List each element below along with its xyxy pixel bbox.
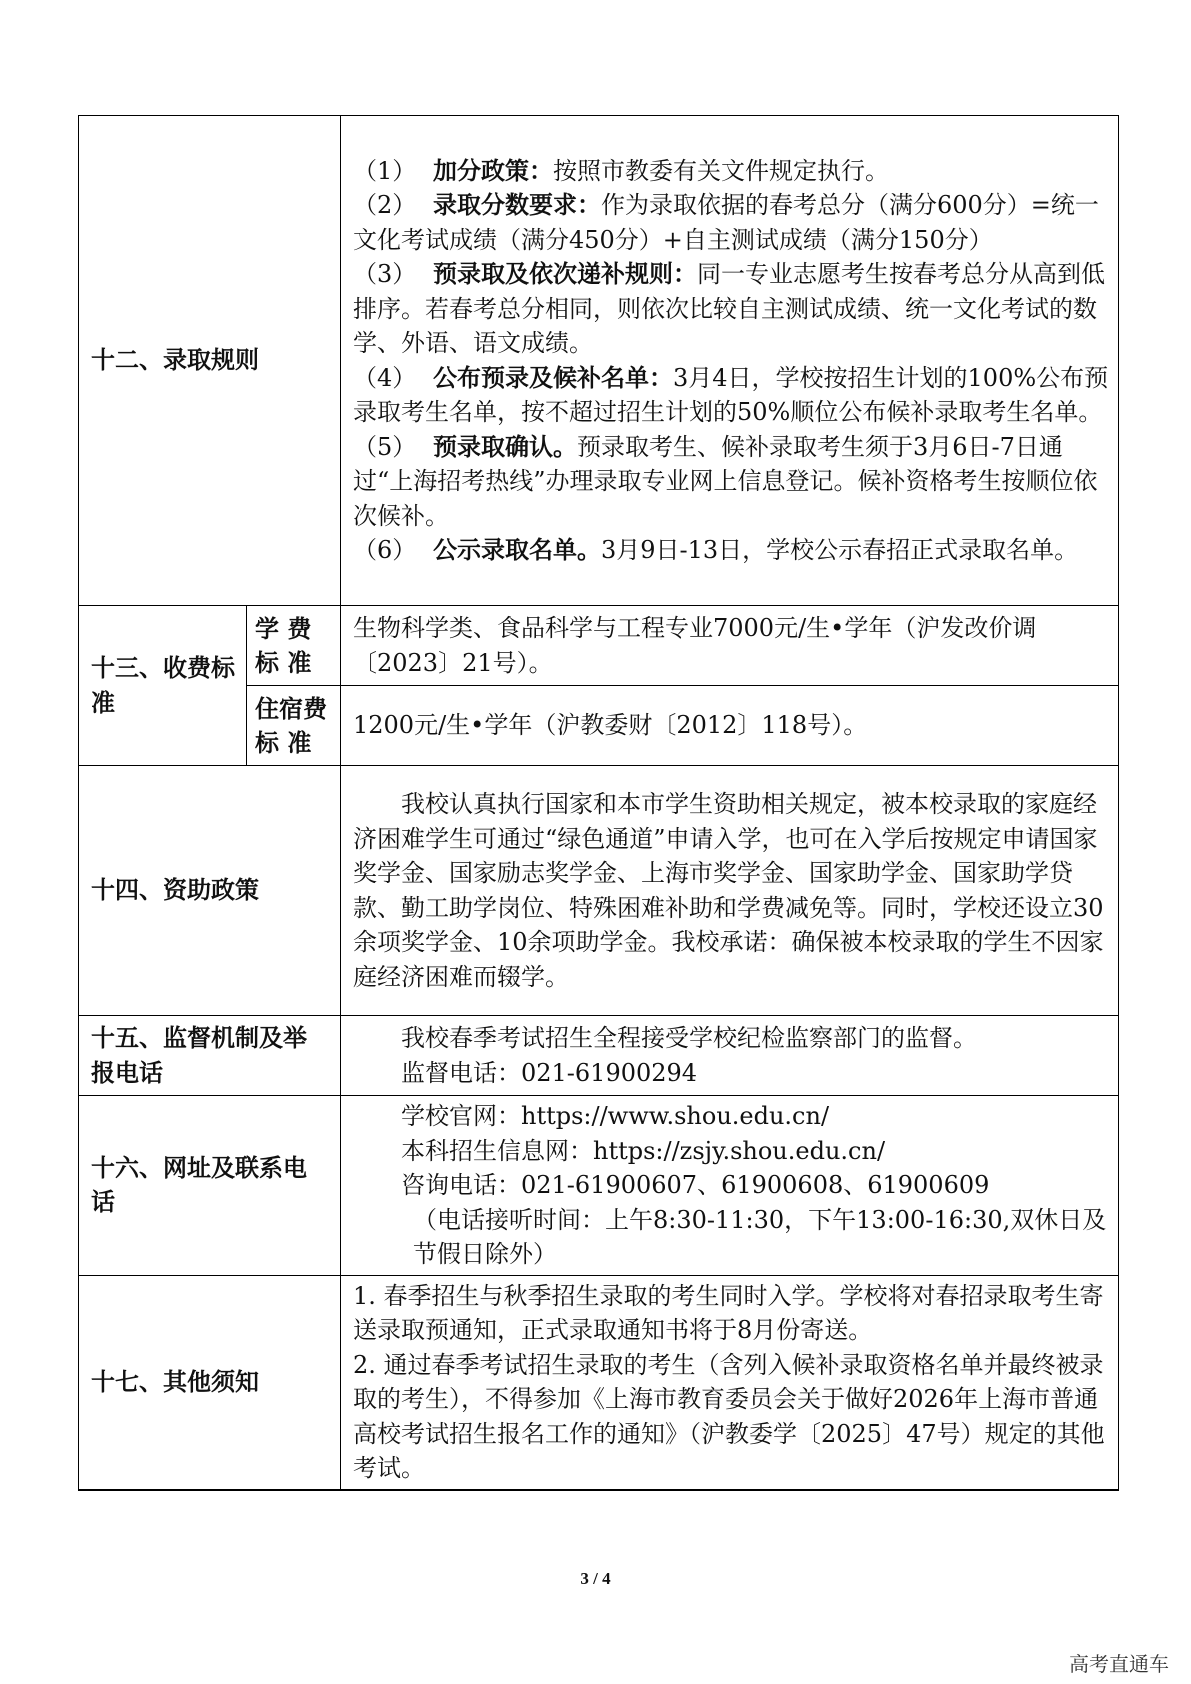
row-contact <box>79 1096 1119 1276</box>
tuition-text: 生物科学类、食品科学与工程专业7000元/生•学年（沪发改价调〔2023〕21号）。 <box>341 606 1119 686</box>
row-label: 十二、录取规则 <box>79 116 341 606</box>
consult-phone: 咨询电话：021-61900607、61900608、61900609 <box>401 1171 990 1199</box>
phone-hours: （电话接听时间：上午8:30-11:30，下午13:00-16:30,双休日及节假日除外） <box>413 1205 1107 1268</box>
row-supervision <box>79 1016 1119 1096</box>
school-website-link[interactable]: 学校官网：https://www.shou.edu.cn/ <box>401 1102 830 1130</box>
rule-item: （3） 预录取及依次递补规则：同一专业志愿考生按春考总分从高到低排序。若春考总分相同，则依次比较自主测试成绩、统一文化考试的数学、外语、语文成绩。 <box>353 259 1105 357</box>
admission-rules-content <box>341 116 1119 606</box>
supervision-phone: 监督电话：021-61900294 <box>401 1058 698 1087</box>
row-fee-tuition <box>79 606 1119 686</box>
dorm-label: 住宿费 标 准 <box>247 686 341 766</box>
note-item: 1. 春季招生与秋季招生录取的考生同时入学。学校将对春招录取考生寄送录取预通知，正式录取通知书将于8月份寄送。 <box>353 1281 1104 1344</box>
financial-aid-text: 我校认真执行国家和本市学生资助相关规定，被本校录取的家庭经济困难学生可通过“绿色通道”申请入学，也可在入学后按规定申请国家奖学金、国家励志奖学金、上海市奖学金、国家助学金、国家助学贷款、勤工助学岗位、特殊困难补助和学费减免等。同时，学校还设立30余项奖学金、10余项助学金。我校承诺：确保被本校录取的学生不因家庭经济困难而辍学。 <box>353 790 1104 991</box>
dorm-text: 1200元/生•学年（沪教委财〔2012〕118号）。 <box>341 686 1119 766</box>
page-number: 3 / 4 <box>580 1569 611 1588</box>
rule-item: （4） 公布预录及候补名单：3月4日，学校按招生计划的100%公布预录取考生名单，按不超过招生计划的50%顺位公布候补录取考生名单。 <box>353 362 1109 426</box>
rule-item: （2） 录取分数要求：作为录取依据的春考总分（满分600分）=统一文化考试成绩（满分450分）+自主测试成绩（满分150分） <box>353 190 1099 254</box>
row-label: 十四、资助政策 <box>79 766 341 1016</box>
row-label: 十七、其他须知 <box>79 1275 341 1490</box>
rule-item: （6） 公示录取名单。3月9日-13日，学校公示春招正式录取名单。 <box>353 535 1079 564</box>
note-item: 2. 通过春季考试招生录取的考生（含列入候补录取资格名单并最终被录取的考生），不得参加《上海市教育委员会关于做好2026年上海市普通高校考试招生报名工作的通知》（沪教委学〔2025〕47号）规定的其他考试。 <box>353 1350 1105 1482</box>
row-label: 十六、网址及联系电话 <box>79 1096 341 1276</box>
watermark: 高考直通车 <box>1069 1652 1169 1676</box>
supervision-text: 我校春季考试招生全程接受学校纪检监察部门的监督。 <box>401 1024 977 1052</box>
row-other-notes <box>79 1275 1119 1490</box>
tuition-label: 学 费 标 准 <box>247 606 341 686</box>
admission-website-link[interactable]: 本科招生信息网：https://zsjy.shou.edu.cn/ <box>401 1136 886 1165</box>
row-financial-aid <box>79 766 1119 1016</box>
admission-table <box>78 115 1119 1491</box>
row-label: 十五、监督机制及举报电话 <box>79 1016 341 1096</box>
row-label: 十三、收费标准 <box>79 606 247 766</box>
row-admission-rules <box>79 116 1119 606</box>
rule-item: （1） 加分政策：按照市教委有关文件规定执行。 <box>353 155 889 185</box>
rule-item: （5） 预录取确认。预录取考生、候补录取考生须于3月6日-7日通过“上海招考热线”办理录取专业网上信息登记。候补资格考生按顺位依次候补。 <box>353 431 1098 530</box>
